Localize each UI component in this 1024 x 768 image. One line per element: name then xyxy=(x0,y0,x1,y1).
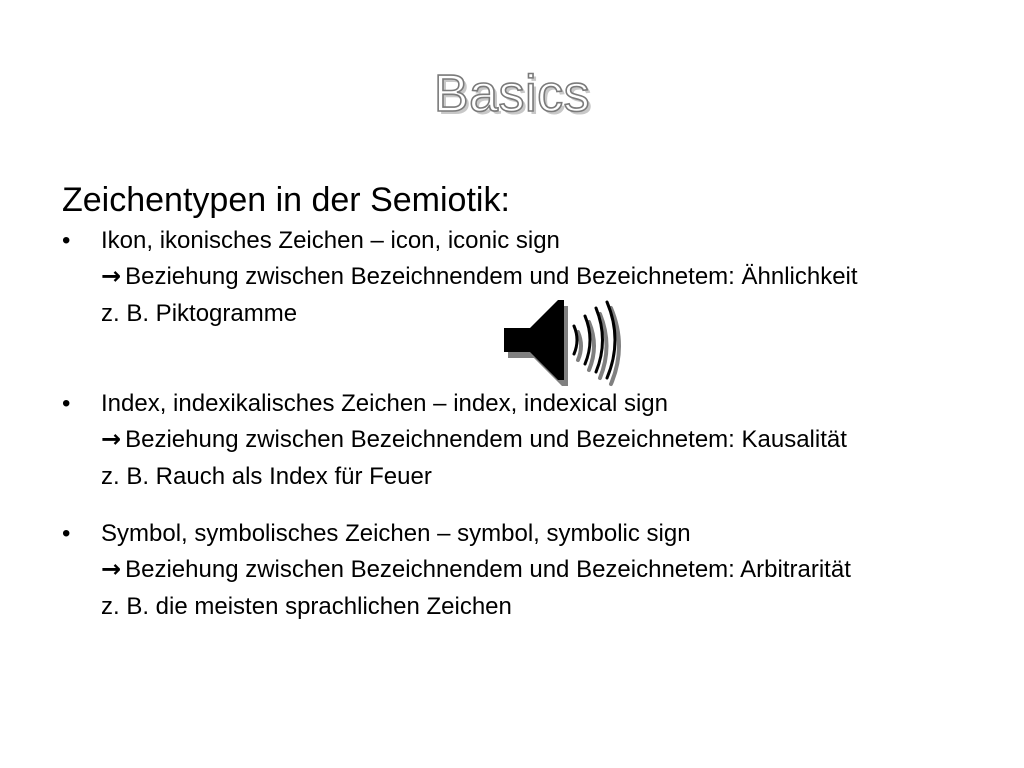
bullet-item-symbol xyxy=(62,519,922,621)
bullet-line xyxy=(62,389,922,419)
bullet-label: Ikon, ikonisches Zeichen – icon, iconic sign xyxy=(101,227,560,254)
bullet-marker: • xyxy=(62,227,71,254)
arrow-right-icon: → xyxy=(101,425,122,453)
bullet-label: Index, indexikalisches Zeichen – index, indexical sign xyxy=(101,390,668,417)
example-line: z. B. die meisten sprachlichen Zeichen xyxy=(101,593,512,620)
example-line: z. B. Piktogramme xyxy=(101,300,298,327)
speaker-icon[interactable] xyxy=(500,296,628,388)
example-line: z. B. Rauch als Index für Feuer xyxy=(101,463,432,490)
relation-line xyxy=(101,555,922,583)
relation-line xyxy=(101,262,922,290)
relation-text: Beziehung zwischen Bezeichnendem und Bezeichnetem: Arbitrarität xyxy=(125,556,851,583)
arrow-right-icon: → xyxy=(101,555,122,583)
slide-heading: Zeichentypen in der Semiotik: xyxy=(62,181,510,219)
bullet-item-icon xyxy=(62,226,922,328)
bullet-item-index xyxy=(62,389,922,491)
relation-line xyxy=(101,425,922,453)
bullet-line xyxy=(62,519,922,549)
arrow-right-icon: → xyxy=(101,262,122,290)
bullet-label: Symbol, symbolisches Zeichen – symbol, symbolic sign xyxy=(101,520,691,547)
relation-text: Beziehung zwischen Bezeichnendem und Bezeichnetem: Ähnlichkeit xyxy=(125,263,858,290)
bullet-line xyxy=(62,226,922,256)
bullet-marker: • xyxy=(62,390,71,417)
relation-text: Beziehung zwischen Bezeichnendem und Bezeichnetem: Kausalität xyxy=(125,426,847,453)
slide-title: Basics xyxy=(433,65,591,123)
bullet-marker: • xyxy=(62,520,71,547)
